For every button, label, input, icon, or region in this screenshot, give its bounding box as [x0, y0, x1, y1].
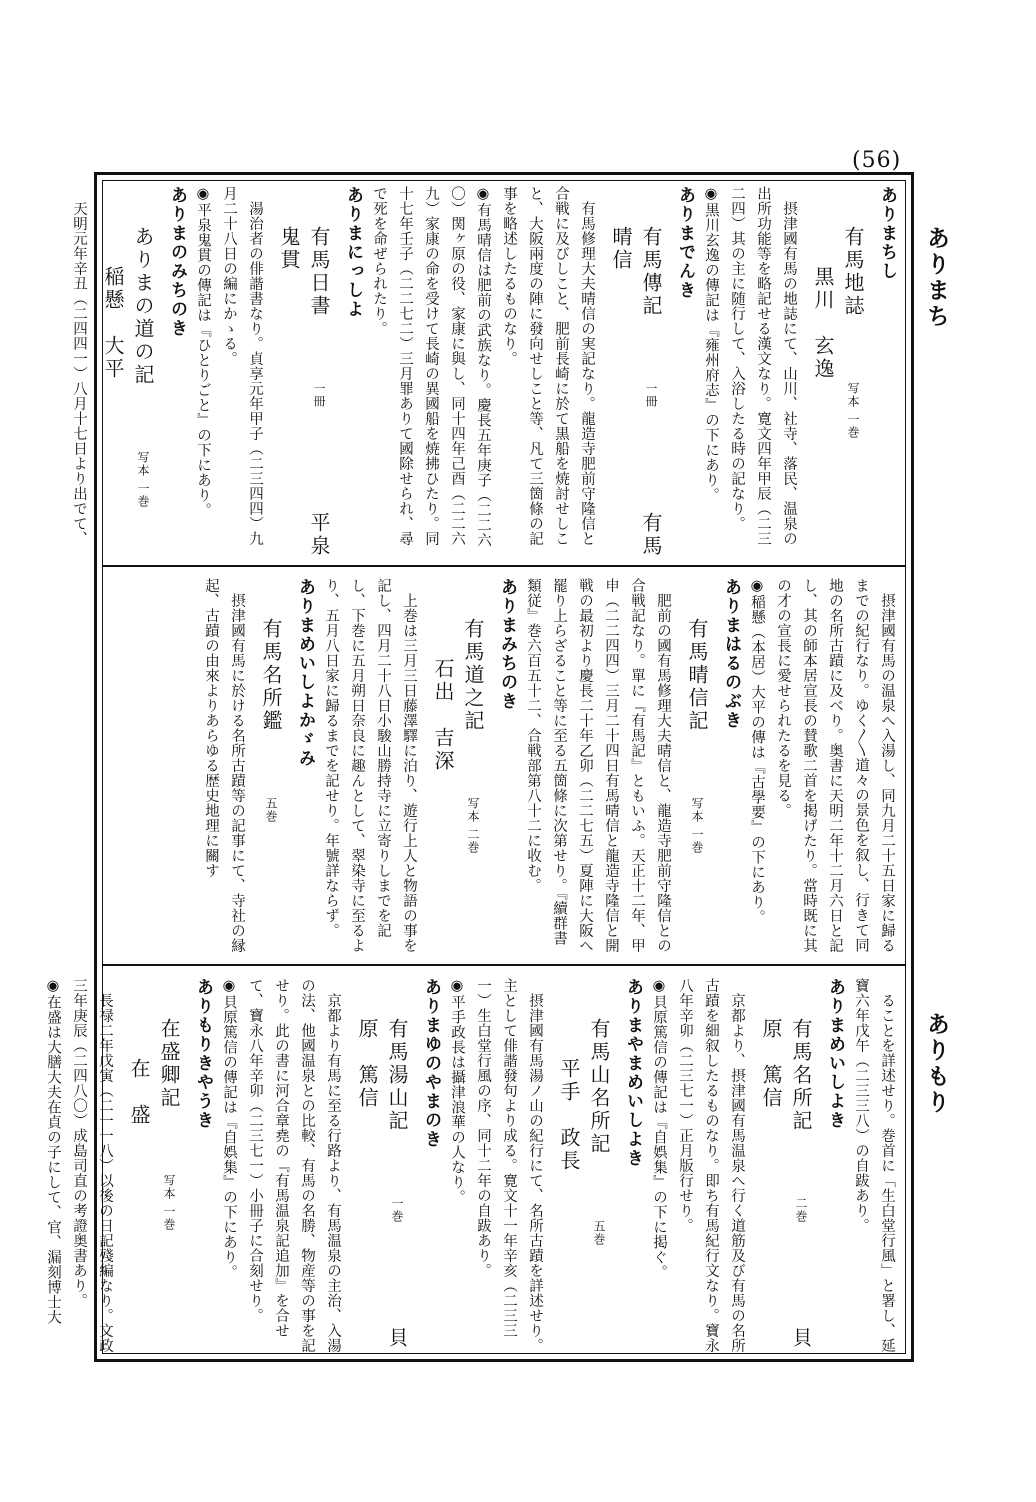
- divider-bottom: [102, 964, 906, 966]
- panel-bottom: [45, 978, 900, 1354]
- entry-note: ◉平泉鬼貫の傳記は『ひとりごと』の下にあり。: [195, 186, 211, 518]
- entry-title-line: [606, 186, 666, 581]
- entry-title-line: [808, 186, 868, 558]
- entry-note: ◉貝原篤信の傳記は『自娯集』の下にあり。: [221, 978, 237, 1280]
- entry-title: 有馬名所鑑: [259, 618, 283, 733]
- entry-author: 黒川 玄逸: [811, 266, 835, 381]
- entry-body: 摂津國有馬に於ける名所古蹟等の記事にて、寺社の縁起、古蹟の由來よりあらゆる歴史地理に關す: [203, 578, 245, 953]
- entry-note: ◉有馬晴信は肥前の武族なり。慶長五年庚子（二二六〇）関ヶ原の役、家康に與し、同十四年己酉（二二六九）家康の命を受けて長崎の異國船を焼拂ひたり。同十七年壬子（二二七二）三月罪ありて國除せられ、尋で死を命ぜられたり。: [371, 186, 491, 548]
- entry-note: ◉稲懸（本居）大平の傳は『古學要』の下にあり。: [749, 578, 765, 925]
- entry-body: 上巻は三月三日藤澤驛に泊り、遊行上人と物語の事を記し、四月二十八日小駿山勝持寺に立寄りしまでを記し、下巻に五月朔日奈良に趣んとして、翠染寺に至るより、五月八日家に歸るまでを記せり。年號詳ならず。: [323, 578, 417, 953]
- entry-volumes: 一冊: [644, 382, 658, 408]
- panel-top: [71, 186, 900, 581]
- page-number: (56): [852, 148, 902, 173]
- entry-heading: ありまめいしよかゞみ: [295, 578, 315, 768]
- entry-title: 有馬道之記: [461, 618, 485, 733]
- entry-body: 肥前の國有馬修理大夫晴信と、龍造寺肥前守隆信との合戦記なり。單に『有馬記』ともいふ。天正十二年、甲申（二二四四）三月二十四日有馬晴信と龍造寺隆信と開戦の最初より慶長二十年乙卯（二二七五）夏陣に大阪へ罷り上らざること等に至る五箇條に次第せり。『續群書類従』巻六百五十二、合戦部第八十二に收む。: [525, 578, 671, 953]
- entry-author: 貝原 篤信: [759, 1018, 813, 1350]
- entry-title-line: [428, 578, 488, 956]
- entry-note: ◉貝原篤信の傳記は『自娯集』の下に掲ぐ。: [651, 978, 667, 1280]
- entry-title: 在盛卿記: [157, 1018, 181, 1110]
- entry-author: 稲懸 大平: [101, 266, 125, 381]
- entry-title: 有馬日書: [307, 226, 331, 318]
- entry-heading: ありまにっしよ: [343, 186, 363, 319]
- entry-heading: ありまめいしよき: [825, 978, 845, 1130]
- entry-volumes: 五巻: [592, 1220, 606, 1246]
- entry-body: 湯治者の俳諧書なり。貞享元年甲子（二三四四）九月二十八日の編にかゝる。: [221, 186, 263, 546]
- entry-body: 京都より有馬に至る行路より、有馬温泉の主治、入湯の法、他國温泉との比較、有馬の名勝、物産等の事を記せり。此の書に河合章堯の『有馬温泉記追加』を合せて、寶永八年辛卯（二三七一）小冊子に合刻せり。: [247, 978, 341, 1353]
- entry-title: 有馬地誌: [841, 226, 865, 318]
- entry-heading: ありまはるのぶき: [721, 578, 741, 730]
- entry-volumes: 一巻: [390, 1197, 404, 1223]
- entry-body: 京都より、摂津國有馬温泉へ行く道筋及び有馬の名所古蹟を細叙したるものなり。即ち有馬紀行文なり。寶永八年辛卯（二三七一）正月版行せり。: [677, 978, 745, 1353]
- header-left: ありもり: [923, 1012, 949, 1116]
- entry-title-line: [98, 186, 158, 558]
- entry-note: ◉在盛は大膳大夫在貞の子にして、官、漏刻博士大: [45, 978, 61, 1325]
- entry-heading: ありまでんき: [675, 186, 695, 300]
- entry-volumes: 写本 一巻: [846, 382, 860, 439]
- entry-title-line: [256, 578, 286, 956]
- entry-author: 平手 政長: [557, 1058, 581, 1173]
- header-right: ありまち: [923, 226, 949, 330]
- entry-title: 有馬湯山記: [385, 1018, 409, 1133]
- entry-body: 摂津國有馬の温泉へ入湯し、同九月二十五日家に歸るまでの紀行なり。ゆく〳〵道々の景色を叙し、行きて同地の名所古蹟に及べり。奥書に天明二年十二月六日と記し、其の師本居宣長の賛歌二首を掲げたり。當時既に其の才の宣長に愛せられたるを見る。: [775, 578, 895, 953]
- entry-heading: ありまのみちのき: [167, 186, 187, 338]
- entry-heading: ありまゆのやまのき: [421, 978, 441, 1149]
- entry-author: 有馬 晴信: [609, 226, 663, 581]
- entry-author: 平泉 鬼貫: [277, 226, 331, 581]
- entry-volumes: 写本 一巻: [136, 451, 150, 508]
- panel-middle: [110, 578, 900, 956]
- entry-title-line: [756, 978, 816, 1354]
- entry-volumes: 五巻: [264, 797, 278, 823]
- entry-body: 天明元年辛丑（二四四一）八月十七日より出でて、: [71, 200, 87, 546]
- entry-volumes: 一冊: [312, 382, 326, 408]
- entry-volumes: 二巻: [794, 1197, 808, 1223]
- entry-author: 石出 吉深: [431, 658, 455, 773]
- entry-title: 有馬名所記: [789, 1018, 813, 1133]
- entry-title: 有馬傳記: [639, 226, 663, 318]
- entry-title-line: [274, 186, 334, 581]
- entry-heading: ありまみちのき: [497, 578, 517, 711]
- entry-title: 有馬晴信記: [685, 618, 709, 733]
- entry-title: ありまの道の記: [131, 226, 155, 387]
- entry-volumes: 写本 一巻: [690, 797, 704, 854]
- entry-body: 摂津國有馬湯ノ山の紀行にて、名所古蹟を詳述せり。主として俳諧發句より成る。寛文十一年辛亥（二三三一）生白堂行風の序、同十二年の自跋あり。: [475, 978, 543, 1353]
- entry-author: 貝原 篤信: [355, 1018, 409, 1350]
- entry-heading: ありもりきやうき: [193, 978, 213, 1130]
- entry-body: 摂津國有馬の地誌にて、山川、社寺、落民、温泉の出所功能等を略記せる漢文なり。寛文四年甲辰（二三二四）其の主に随行して、入浴したる時の記なり。: [729, 186, 797, 546]
- entry-volumes: 写本 一巻: [162, 1174, 176, 1231]
- entry-note: ◉黒川玄逸の傳記は『雍州府志』の下にあり。: [703, 186, 719, 503]
- entry-title-line: [124, 978, 184, 1354]
- entry-body: 長禄二年戊寅（二一一八）以後の日記殘編なり。文政三年庚辰（二四八〇）成島司直の考證奥書あり。: [71, 978, 113, 1353]
- entry-title-line: [352, 978, 412, 1354]
- entry-volumes: 写本 二巻: [466, 797, 480, 854]
- entry-heading: ありまやまめいしよき: [623, 978, 643, 1168]
- entry-note: ◉平手政長は攝津浪華の人なり。: [449, 978, 465, 1205]
- entry-title-line: [682, 578, 712, 956]
- entry-body: ることを詳述せり。巻首に「生白堂行風」と署し、延寶六年戊午（二三三八）の自跋あり。: [853, 978, 895, 1353]
- entry-author: 在 盛: [127, 1058, 151, 1127]
- entry-heading: ありまちし: [877, 186, 897, 281]
- divider-top: [102, 565, 906, 567]
- entry-title: 有馬山名所記: [587, 1018, 611, 1156]
- entry-title-line: [554, 978, 614, 1354]
- entry-body: 有馬修理大夫晴信の実記なり。龍造寺肥前守隆信と合戦に及びしこと、肥前長崎に於て黒船を焼討せしこと、大阪兩度の陣に發向せしこと等、凡て三箇條の記事を略述したるものなり。: [501, 186, 595, 546]
